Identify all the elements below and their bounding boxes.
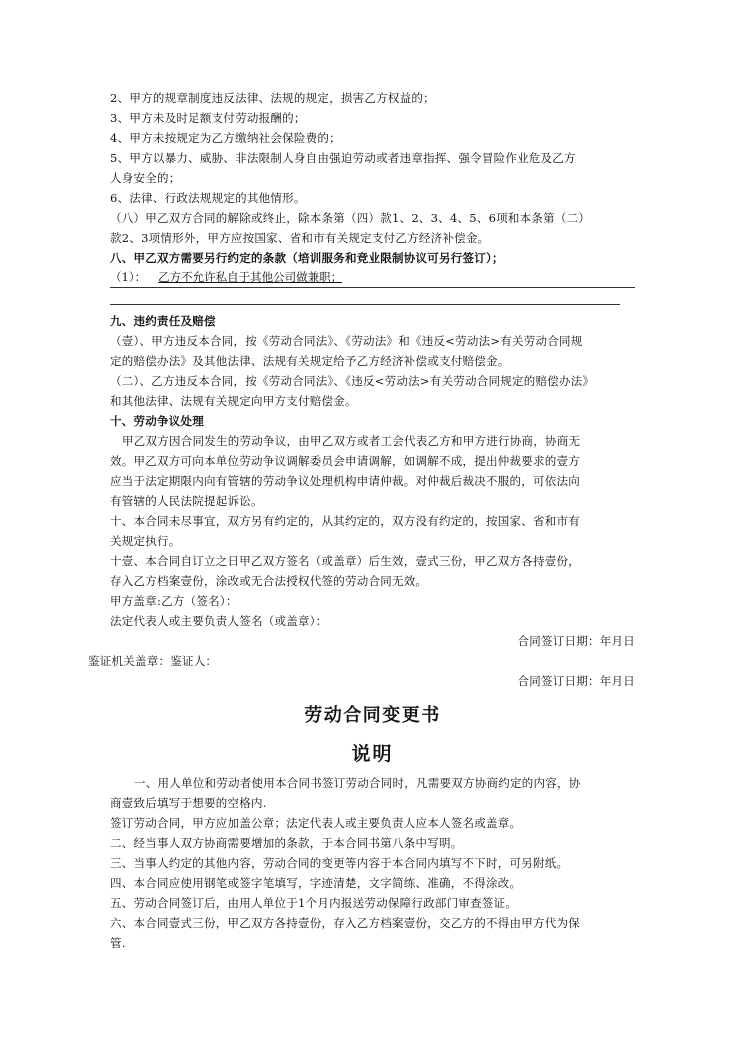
explanation-line: 二、经当事人双方协商需要增加的条款，于本合同书第八条中写明。 <box>110 836 463 850</box>
clause-line: 4、甲方未按规定为乙方缴纳社会保险费的； <box>110 131 341 145</box>
section-heading: 九、违约责任及赔偿 <box>110 314 216 328</box>
clause-line: 5、甲方以暴力、威胁、非法限制人身自由强迫劳动或者违章指挥、强令冒险作业危及乙方 <box>110 151 576 165</box>
party-signature-line: 甲方盖章:乙方（签名）： <box>110 594 238 608</box>
clause-line: 十、本合同未尽事宜，双方另有约定的，从其约定的，双方没有约定的，按国家、省和市有 <box>110 514 580 528</box>
clause-line: 关规定执行。 <box>110 534 181 548</box>
explanation-line: 签订劳动合同，甲方应加盖公章；法定代表人或主要负责人应本人签名或盖章。 <box>110 816 522 830</box>
clause-line: 款2、3项情形外，甲方应按国家、省和市有关规定支付乙方经济补偿金。 <box>110 231 490 245</box>
section-heading: 十、劳动争议处理 <box>110 414 204 428</box>
clause-eleven <box>110 511 635 551</box>
clause-line: 存入乙方档案壹份，涂改或无合法授权代签的劳动合同无效。 <box>110 574 428 588</box>
explanation-line: 一、用人单位和劳动者使用本合同书签订劳动合同时，凡需要双方协商约定的内容，协 <box>134 776 581 790</box>
blank-fill-line <box>110 290 620 305</box>
clause-line: 3、甲方未及时足额支付劳动报酬的； <box>110 111 306 125</box>
explanation-line: 管. <box>110 936 126 950</box>
section-nine <box>110 311 635 411</box>
certification-line: 鉴证机关盖章：鉴证人： <box>88 654 218 668</box>
clause-line: 效。甲乙双方可向本单位劳动争议调解委员会申请调解，如调解不成，提出仲裁要求的壹方 <box>110 454 580 468</box>
clause-line: 人身安全的； <box>110 171 181 185</box>
clause-line: （二）、乙方违反本合同，按《劳动合同法》、《违反<劳动法>有关劳动合同规定的赔偿办法》 <box>110 374 595 388</box>
clause-line: （八）甲乙双方合同的解除或终止，除本条第（四）款1、2、3、4、5、6项和本条第（二） <box>110 211 591 225</box>
clause-line: 6、法律、行政法规规定的其他情形。 <box>110 191 306 205</box>
representative-signature-line: 法定代表人或主要负责人签名（或盖章）： <box>110 614 328 628</box>
clause-line: （壹）、甲方违反本合同，按《劳动合同法》、《劳动法》和《违反<劳动法>有关劳动合同规 <box>110 334 583 348</box>
clause-line: 甲乙双方因合同发生的劳动争议，由甲乙双方或者工会代表乙方和甲方进行协商，协商无 <box>122 434 581 448</box>
section-eight <box>110 248 635 305</box>
custom-clause-fill-line <box>110 268 635 288</box>
change-document-title: 劳动合同变更书 <box>304 705 441 726</box>
clause-line: 应当于法定期限内向有管辖的劳动争议处理机构申请仲裁。对仲裁后裁决不服的，可依法向 <box>110 474 580 488</box>
explanation-title: 说明 <box>351 743 394 765</box>
section-seven-continued <box>110 88 635 248</box>
clause-twelve <box>110 551 635 591</box>
signing-date-line: 合同签订日期：年月日 <box>517 634 635 648</box>
section-heading: 八、甲乙双方需要另行约定的条款（培训服务和竞业限制协议可另行签订）； <box>110 251 504 265</box>
signing-date-line: 合同签订日期：年月日 <box>517 674 635 688</box>
explanation-line: 三、当事人约定的其他内容，劳动合同的变更等内容于本合同内填写不下时，可另附纸。 <box>110 856 569 870</box>
explanation-line: 六、本合同壹式三份，甲乙双方各持壹份，存入乙方档案壹份，交乙方的不得由甲方代为保 <box>110 916 580 930</box>
explanation-section <box>110 773 635 953</box>
clause-line: 和其他法律、法规有关规定向甲方支付赔偿金。 <box>110 394 357 408</box>
clause-line: 2、甲方的规章制度违反法律、法规的规定，损害乙方权益的； <box>110 91 435 105</box>
clause-line: 定的赔偿办法》及其他法律、法规有关规定给予乙方经济补偿或支付赔偿金。 <box>110 354 510 368</box>
explanation-line: 四、本合同应使用钢笔或签字笔填写，字迹清楚，文字简练、准确，不得涂改。 <box>110 876 522 890</box>
custom-clause-text: 乙方不允许私自于其他公司做兼职； <box>158 270 343 284</box>
custom-clause-number: （1）： <box>110 270 147 284</box>
signature-block <box>88 591 635 691</box>
contract-body <box>88 88 635 953</box>
section-ten <box>110 411 635 511</box>
explanation-line: 五、劳动合同签订后，由用人单位于1个月内报送劳动保障行政部门审查签证。 <box>110 896 518 910</box>
clause-line: 有管辖的人民法院提起诉讼。 <box>110 494 263 508</box>
clause-line: 十壹、本合同自订立之日甲乙双方签名（或盖章）后生效，壹式三份，甲乙双方各持壹份， <box>110 554 580 568</box>
explanation-line: 商壹致后填写于想要的空格内. <box>110 796 267 810</box>
